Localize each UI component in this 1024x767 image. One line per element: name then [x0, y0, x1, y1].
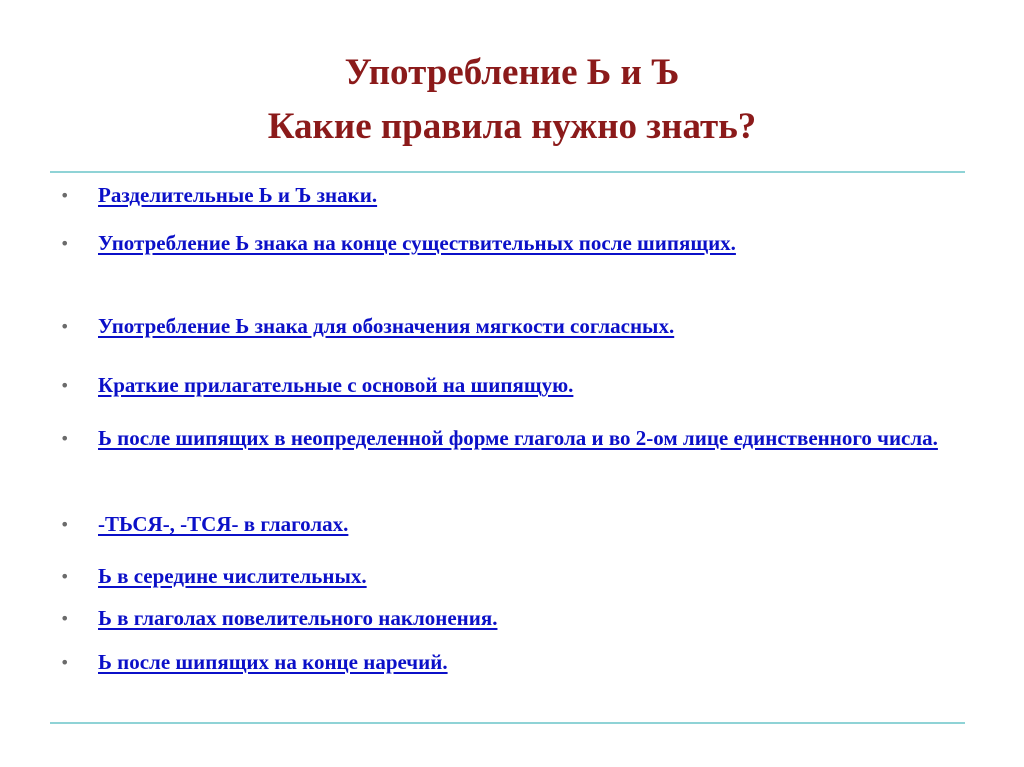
bullet-icon: •	[60, 653, 70, 672]
rule-link-numerals[interactable]: Ь в середине числительных.	[98, 564, 367, 588]
title-line-2: Какие правила нужно знать?	[267, 106, 757, 147]
bottom-divider	[50, 722, 965, 724]
bullet-icon: •	[60, 186, 70, 205]
rule-link-imperative-mood[interactable]: Ь в глаголах повелительного наклонения.	[98, 606, 498, 630]
slide-title	[60, 46, 964, 154]
rule-link-adverbs[interactable]: Ь после шипящих на конце наречий.	[98, 650, 448, 674]
bullet-icon: •	[60, 234, 70, 253]
bullet-icon: •	[60, 515, 70, 534]
top-divider	[50, 171, 965, 173]
rule-link-consonant-softness[interactable]: Употребление Ь знака для обозначения мягкости согласных.	[98, 314, 675, 338]
rule-link-nouns-after-sibilants[interactable]: Употребление Ь знака на конце существительных после шипящих.	[98, 231, 736, 255]
rule-link-tsya-tsya[interactable]: -ТЬСЯ-, -ТСЯ- в глаголах.	[98, 512, 349, 536]
bullet-icon: •	[60, 567, 70, 586]
rule-link-separating-signs[interactable]: Разделительные Ь и Ъ знаки.	[98, 183, 378, 207]
rule-link-verb-forms[interactable]: Ь после шипящих в неопределенной форме глагола и во 2-ом лице единственного числа.	[98, 426, 938, 450]
bullet-icon: •	[60, 429, 70, 448]
bullet-icon: •	[60, 376, 70, 395]
title-line-1: Употребление Ь и Ъ	[344, 52, 680, 93]
bullet-icon: •	[60, 317, 70, 336]
rule-link-short-adjectives[interactable]: Краткие прилагательные с основой на шипящую.	[98, 373, 574, 397]
bullet-icon: •	[60, 609, 70, 628]
